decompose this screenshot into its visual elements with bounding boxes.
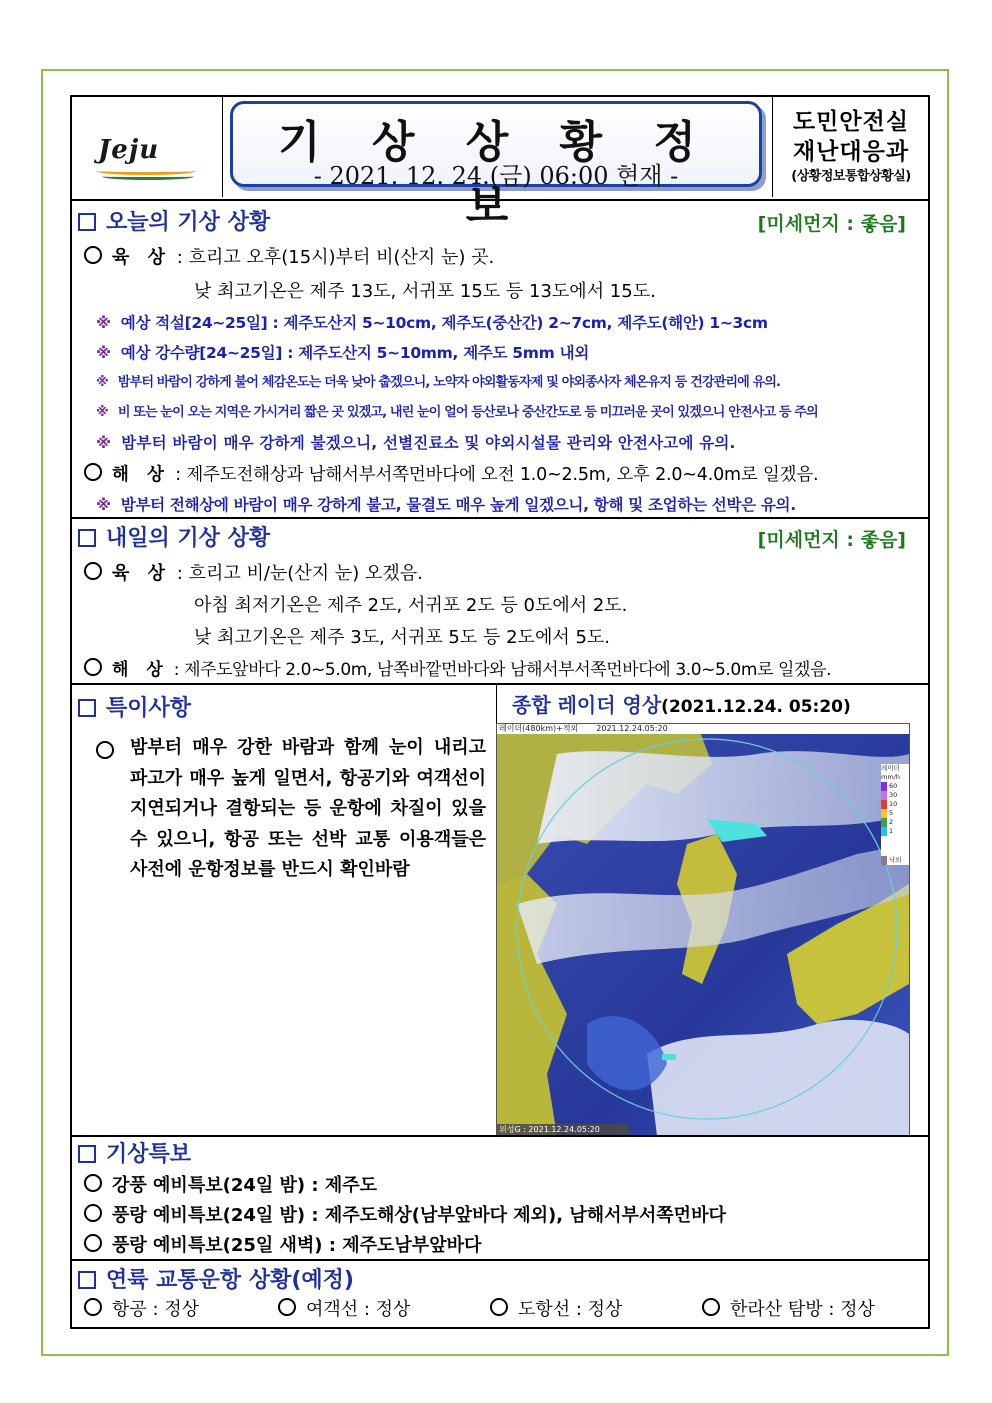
circle-bullet-icon <box>490 1298 508 1316</box>
tomorrow-sea-line: 해 상 : 제주도앞바다 2.0~5.0m, 남쪽바깥먼바다와 남해서부서쪽먼바다에 3.0~5.0m로 일겠음. <box>84 655 831 680</box>
circle-bullet-icon <box>84 1298 102 1316</box>
legend-unit: mm/h <box>881 773 900 781</box>
today-sea-note: ※ 밤부터 전해상에 바람이 매우 강하게 불고, 물결도 매우 높게 일겠으니, 항해 및 조업하는 선박은 유의. <box>96 496 796 514</box>
circle-bullet-icon <box>84 562 102 580</box>
legend-value: 10 <box>881 800 909 809</box>
special-heading: 특이사항 <box>78 691 191 722</box>
divider <box>72 683 928 685</box>
circle-bullet-icon <box>84 658 102 676</box>
checkbox-icon <box>78 529 96 547</box>
tomorrow-land-line2: 아침 최저기온은 제주 2도, 서귀포 2도 등 0도에서 2도. <box>194 595 628 616</box>
circle-bullet-icon <box>84 1234 102 1252</box>
checkbox-icon <box>78 699 96 717</box>
warning-item: 강풍 예비특보(24일 밤) : 제주도 <box>84 1171 377 1197</box>
checkbox-icon <box>78 1271 96 1289</box>
divider <box>72 1259 928 1261</box>
circle-bullet-icon <box>84 246 102 264</box>
tomorrow-land-line3: 낮 최고기온은 제주 3도, 서귀포 5도 등 2도에서 5도. <box>194 627 611 648</box>
today-note: ※ 밤부터 바람이 매우 강하게 불겠으니, 선별진료소 및 야외시설물 관리와 안전사고에 유의. <box>96 434 736 452</box>
dept-name-3: (상황정보통합상황실) <box>791 169 911 184</box>
weather-report <box>70 95 930 1329</box>
today-note: ※ 비 또는 눈이 오는 지역은 가시거리 짧은 곳 있겠고, 내린 눈이 얼어 등산로나 중산간도로 등 미끄러운 곳이 있겠으니 안전사고 등 주의 <box>96 405 818 420</box>
page-title: 기 상 상 황 정 보 <box>278 117 714 232</box>
note-mark-icon: ※ <box>96 434 112 452</box>
checkbox-icon <box>78 213 96 231</box>
circle-bullet-icon <box>84 463 102 481</box>
note-mark-icon: ※ <box>96 496 111 514</box>
today-note: ※ 예상 강수량[24~25일] : 제주도산지 5~10mm, 제주도 5mm 내외 <box>96 344 589 362</box>
transport-item: 도항선 : 정상 <box>490 1295 622 1321</box>
radar-map <box>497 724 909 1136</box>
circle-bullet-icon <box>84 1174 102 1192</box>
transport-heading: 연륙 교통운항 상황(예정) <box>78 1263 354 1294</box>
circle-bullet-icon <box>96 741 114 759</box>
transport-item: 여객선 : 정상 <box>278 1295 410 1321</box>
warning-item: 풍랑 예비특보(24일 밤) : 제주도해상(남부앞바다 제외), 남해서부서쪽먼바다 <box>84 1201 726 1227</box>
transport-item: 항공 : 정상 <box>84 1295 199 1321</box>
divider <box>72 1135 928 1137</box>
jeju-logo: Jeju <box>98 135 160 165</box>
transport-item: 한라산 탐방 : 정상 <box>702 1295 875 1321</box>
radar-bottom-label: 위성G : 2021.12.24.05:20 <box>499 1125 600 1134</box>
note-mark-icon: ※ <box>96 405 108 420</box>
radar-top-label: 레이더(480km)+적외 2021.12.24.05:20 <box>499 724 668 733</box>
today-heading: 오늘의 기상 상황 <box>78 205 270 236</box>
warning-item: 풍랑 예비특보(25일 새벽) : 제주도남부앞바다 <box>84 1231 481 1257</box>
today-dust-status: [미세먼지 : 좋음] <box>757 213 906 235</box>
special-notice <box>96 733 486 886</box>
tomorrow-dust-status: [미세먼지 : 좋음] <box>757 529 906 551</box>
note-mark-icon: ※ <box>96 375 108 390</box>
today-sea-line: 해 상 : 제주도전해상과 남해서부서쪽먼바다에 오전 1.0~2.5m, 오후 2.0~4.0m로 일겠음. <box>84 461 818 486</box>
legend-lightning: 낙뢰 <box>881 856 909 865</box>
note-mark-icon: ※ <box>96 344 111 362</box>
radar-heading: 종합 레이더 영상(2021.12.24. 05:20) <box>512 693 851 717</box>
legend-title: 레이더 <box>881 764 900 772</box>
title-box <box>230 101 762 232</box>
radar-legend <box>881 764 909 865</box>
checkbox-icon <box>78 1145 96 1163</box>
special-notice-text: 밤부터 매우 강한 바람과 함께 눈이 내리고 파고가 매우 높게 일면서, 항공기와 여객선이 지연되거나 결항되는 등 운항에 차질이 있을 수 있으니, 항공 또는 선박 교통 이용객들은 사전에 운항정보를 반드시 확인바람 <box>130 737 486 880</box>
legend-value: 5 <box>881 809 909 818</box>
today-note: ※ 예상 적설[24~25일] : 제주도산지 5~10cm, 제주도(중산간) 2~7cm, 제주도(해안) 1~3cm <box>96 314 768 332</box>
today-land-line2: 낮 최고기온은 제주 13도, 서귀포 15도 등 13도에서 15도. <box>194 281 656 302</box>
radar-image <box>496 723 910 1137</box>
report-date: - 2021. 12. 24.(금) 06:00 현재 - <box>313 162 679 190</box>
warnings-heading: 기상특보 <box>78 1137 191 1168</box>
logo-cell <box>72 97 223 197</box>
radar-echo <box>662 1054 676 1060</box>
dept-name-1: 도민안전실 <box>792 109 910 135</box>
tomorrow-land-line1: 육 상 : 흐리고 비/눈(산지 눈) 오겠음. <box>84 559 423 585</box>
circle-bullet-icon <box>278 1298 296 1316</box>
divider <box>72 517 928 519</box>
circle-bullet-icon <box>84 1204 102 1222</box>
logo-swoosh-green <box>102 173 194 180</box>
note-mark-icon: ※ <box>96 314 111 332</box>
legend-value: 2 <box>881 818 909 827</box>
legend-value: 1 <box>881 827 909 836</box>
today-note: ※ 밤부터 바람이 강하게 불어 체감온도는 더욱 낮아 춥겠으니, 노약자 야외활동자제 및 야외종사자 체온유지 등 건강관리에 유의. <box>96 375 781 390</box>
department-cell <box>772 97 929 197</box>
legend-value: 30 <box>881 791 909 800</box>
circle-bullet-icon <box>702 1298 720 1316</box>
dept-name-2: 재난대응과 <box>792 139 910 165</box>
today-land-line1: 육 상 : 흐리고 오후(15시)부터 비(산지 눈) 곳. <box>84 243 494 269</box>
tomorrow-heading: 내일의 기상 상황 <box>78 521 270 552</box>
legend-value: 60 <box>881 782 909 791</box>
